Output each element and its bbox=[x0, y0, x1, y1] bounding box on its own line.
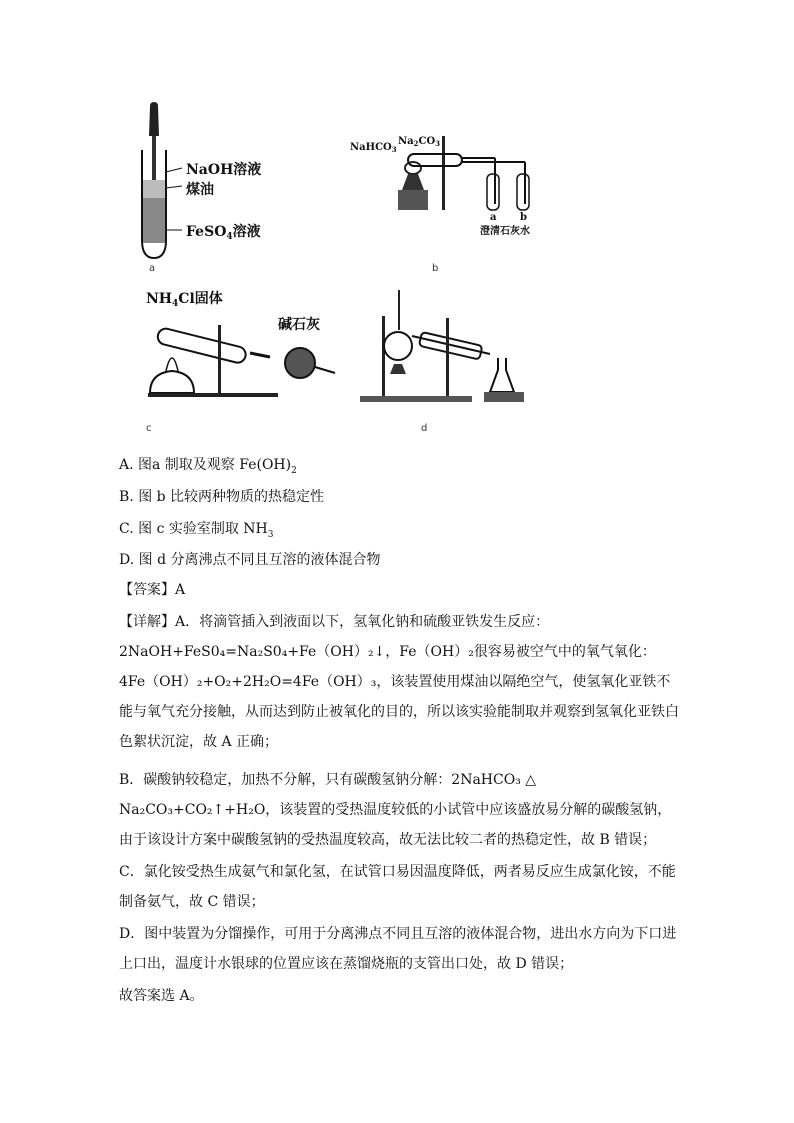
explanation-b: B．碳酸钠较稳定，加热不分解，只有碳酸氢钠分解：2NaHCO₃ △ Na₂CO₃+CO₂↑+H₂O，该装置的受热温度较低的小试管中应该盛放易分解的碳酸氢钠，由于该设计方案中碳酸氢钠的受热温度较高，故无法比较二者的热稳定性，故 B 错误； bbox=[119, 772, 672, 848]
option-a: A. 图a 制取及观察 $Fe(OH)_2$ bbox=[119, 457, 297, 476]
option-b: B. 图 b 比较两种物质的热稳定性 bbox=[119, 489, 325, 505]
option-c: C. 图 c 实验室制取 $NH_3$ bbox=[119, 521, 274, 540]
caption-d: d bbox=[421, 423, 428, 434]
svg-text:Na2CO3: $Na_2CO_3$ bbox=[398, 136, 441, 148]
explanation-d: D．图中装置为分馏操作，可用于分离沸点不同且互溶的液体混合物，进出水方向为下口进上口出，温度计水银球的位置应该在蒸馏烧瓶的支管出口处，故 D 错误； bbox=[119, 926, 677, 972]
figure-b bbox=[350, 128, 530, 243]
label-naoh: NaOH溶液 bbox=[186, 162, 262, 178]
feso4-layer bbox=[143, 198, 165, 243]
explanation-c: C．氯化铵受热生成氨气和氯化氢，在试管口易因温度降低，两者易反应生成氯化铵，不能制备氨气，故 C 错误； bbox=[119, 864, 676, 910]
figure-d bbox=[360, 288, 540, 408]
stand-pole bbox=[442, 136, 445, 210]
caption-c: c bbox=[146, 423, 152, 434]
sodalime-tube bbox=[285, 348, 315, 378]
burner bbox=[402, 174, 424, 190]
svg-text:NaHCO3: NaHCO$_3$ bbox=[350, 142, 397, 154]
svg-text:NH4Cl固体: $NH_4Cl$固体 bbox=[146, 291, 223, 309]
receiving-flask bbox=[490, 358, 514, 392]
caption-b: b bbox=[432, 263, 439, 274]
explanation-final: 故答案选 A。 bbox=[119, 988, 204, 1004]
stand-base bbox=[398, 190, 428, 210]
svg-text:NaOH溶液 bbox=[186, 161, 261, 178]
svg-text:煤油 bbox=[185, 181, 214, 198]
thermometer bbox=[398, 290, 400, 330]
label-oil: 煤油 bbox=[186, 182, 214, 198]
oil-layer bbox=[143, 180, 165, 198]
caption-a: a bbox=[149, 263, 156, 274]
label-b: b bbox=[520, 212, 527, 223]
label-a: a bbox=[490, 212, 497, 223]
label-sodalime: 碱石灰 bbox=[278, 317, 320, 333]
label-limewater: 澄清石灰水 bbox=[480, 226, 530, 237]
figure-c bbox=[140, 285, 360, 410]
explanation-a: 【详解】A．将滴管插入到液面以下，氢氧化钠和硫酸亚铁发生反应：2NaOH+FeS0₄=Na₂S0₄+Fe（OH）₂↓，Fe（OH）₂很容易被空气中的氧气氧化：4Fe（OH）₂+O₂+2H₂O=4Fe（OH）₃，该装置使用煤油以隔绝空气，使氢氧化亚铁不能与氧气充分接触，从而达到防止被氧化的目的，所以该实验能制取并观察到氢氧化亚铁白色絮状沉淀，故 A 正确； bbox=[119, 614, 679, 750]
dropper-bulb bbox=[149, 102, 159, 136]
outer-tube bbox=[408, 154, 462, 166]
alcohol-lamp bbox=[150, 371, 194, 393]
answer: 【答案】A bbox=[119, 582, 186, 598]
svg-text:FeSO4溶液: FeSO$_4$溶液 bbox=[186, 224, 261, 242]
distilling-flask bbox=[384, 332, 412, 360]
option-d: D. 图 d 分离沸点不同且互溶的液体混合物 bbox=[119, 552, 381, 568]
figure-a bbox=[130, 100, 300, 260]
